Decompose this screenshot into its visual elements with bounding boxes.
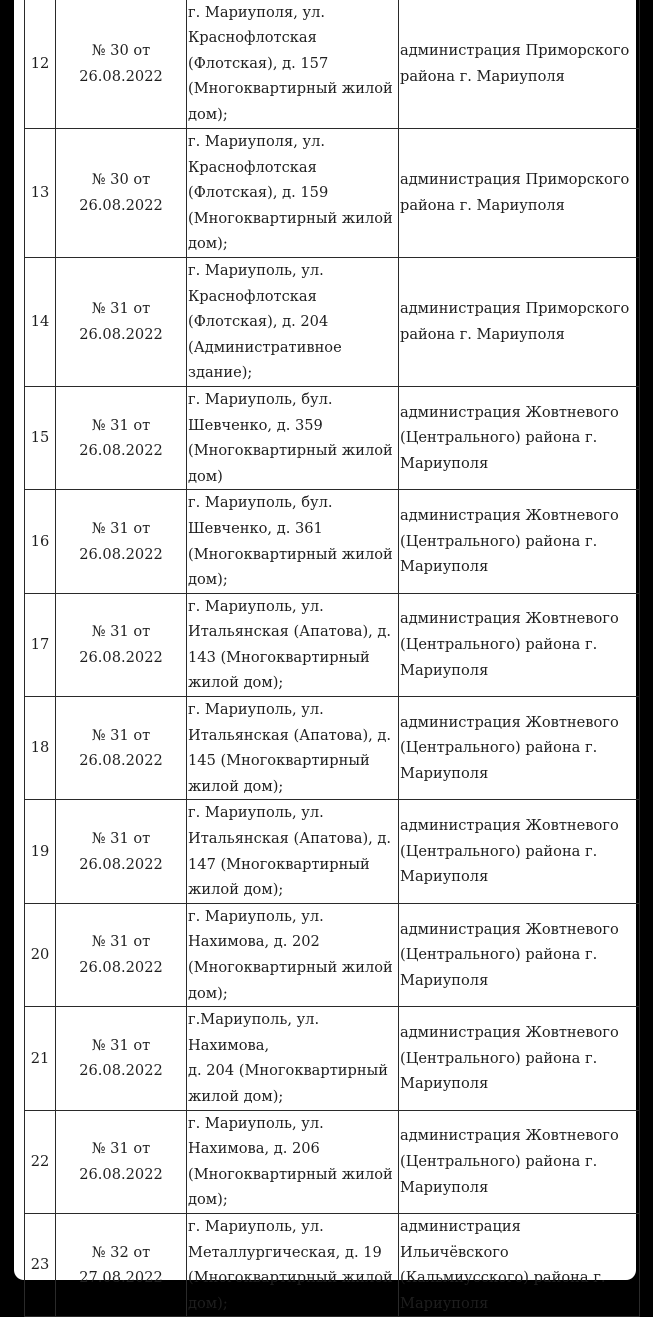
table-row	[25, 1213, 640, 1316]
responsible-administration: администрация Жовтневого (Центрального) района г. Мариуполя	[399, 1007, 640, 1110]
document-reference: № 31 от 26.08.2022	[56, 257, 187, 386]
object-address: г. Мариуполя, ул. Краснофлотская (Флотская), д. 159 (Многоквартирный жилой дом);	[187, 129, 399, 258]
object-address: г. Мариуполь, ул. Краснофлотская (Флотская), д. 204 (Административное здание);	[187, 257, 399, 386]
table-row	[25, 129, 640, 258]
object-address: г. Мариуполь, ул. Итальянская (Апатова), д. 145 (Многоквартирный жилой дом);	[187, 697, 399, 800]
responsible-administration: администрация Жовтневого (Центрального) района г. Мариуполя	[399, 593, 640, 696]
object-address: г. Мариуполь, бул. Шевченко, д. 359 (Многоквартирный жилой дом)	[187, 386, 399, 489]
table-row	[25, 697, 640, 800]
responsible-administration: администрация Жовтневого (Центрального) района г. Мариуполя	[399, 800, 640, 903]
table-row	[25, 903, 640, 1006]
object-address: г. Мариуполь, ул. Итальянская (Апатова), д. 143 (Многоквартирный жилой дом);	[187, 593, 399, 696]
row-number: 14	[25, 257, 56, 386]
document-reference: № 31 от 26.08.2022	[56, 386, 187, 489]
document-reference: № 31 от 26.08.2022	[56, 1007, 187, 1110]
object-address: г. Мариуполь, ул. Итальянская (Апатова), д. 147 (Многоквартирный жилой дом);	[187, 800, 399, 903]
table-row	[25, 490, 640, 593]
table-row	[25, 800, 640, 903]
document-reference: № 31 от 26.08.2022	[56, 903, 187, 1006]
responsible-administration: администрация Приморского района г. Мариуполя	[399, 129, 640, 258]
table-row	[25, 1007, 640, 1110]
responsible-administration: администрация Жовтневого (Центрального) района г. Мариуполя	[399, 903, 640, 1006]
responsible-administration: администрация Жовтневого (Центрального) района г. Мариуполя	[399, 1110, 640, 1213]
row-number: 20	[25, 903, 56, 1006]
responsible-administration: администрация Приморского района г. Мариуполя	[399, 0, 640, 129]
responsible-administration: администрация Жовтневого (Центрального) района г. Мариуполя	[399, 490, 640, 593]
table-row	[25, 386, 640, 489]
object-address: г.Мариуполь, ул. Нахимова, д. 204 (Многоквартирный жилой дом);	[187, 1007, 399, 1110]
row-number: 12	[25, 0, 56, 129]
row-number: 21	[25, 1007, 56, 1110]
row-number: 17	[25, 593, 56, 696]
row-number: 18	[25, 697, 56, 800]
object-address: г. Мариуполь, ул. Металлургическая, д. 19 (Многоквартирный жилой дом);	[187, 1213, 399, 1316]
document-reference: № 30 от 26.08.2022	[56, 129, 187, 258]
responsible-administration: администрация Жовтневого (Центрального) района г. Мариуполя	[399, 697, 640, 800]
object-address: г. Мариуполь, ул. Нахимова, д. 206 (Многоквартирный жилой дом);	[187, 1110, 399, 1213]
object-address: г. Мариуполь, ул. Нахимова, д. 202 (Многоквартирный жилой дом);	[187, 903, 399, 1006]
row-number: 16	[25, 490, 56, 593]
row-number: 19	[25, 800, 56, 903]
document-reference: № 30 от 26.08.2022	[56, 0, 187, 129]
row-number: 13	[25, 129, 56, 258]
document-reference: № 31 от 26.08.2022	[56, 593, 187, 696]
document-page	[14, 0, 636, 1312]
row-number: 15	[25, 386, 56, 489]
object-address: г. Мариуполь, бул. Шевченко, д. 361 (Многоквартирный жилой дом);	[187, 490, 399, 593]
document-reference: № 32 от 27.08.2022	[56, 1213, 187, 1316]
responsible-administration: администрация Ильичёвского (Кальмиусского) района г. Мариуполя	[399, 1213, 640, 1316]
table-row	[25, 1110, 640, 1213]
responsible-administration: администрация Жовтневого (Центрального) района г. Мариуполя	[399, 386, 640, 489]
table-row	[25, 593, 640, 696]
table-body	[25, 0, 640, 1317]
object-address: г. Мариуполя, ул. Краснофлотская (Флотская), д. 157 (Многоквартирный жилой дом);	[187, 0, 399, 129]
document-reference: № 31 от 26.08.2022	[56, 697, 187, 800]
responsible-administration: администрация Приморского района г. Мариуполя	[399, 257, 640, 386]
document-table	[24, 0, 640, 1317]
row-number: 22	[25, 1110, 56, 1213]
table-row	[25, 257, 640, 386]
table-row	[25, 0, 640, 129]
document-reference: № 31 от 26.08.2022	[56, 800, 187, 903]
document-reference: № 31 от 26.08.2022	[56, 1110, 187, 1213]
row-number: 23	[25, 1213, 56, 1316]
document-reference: № 31 от 26.08.2022	[56, 490, 187, 593]
